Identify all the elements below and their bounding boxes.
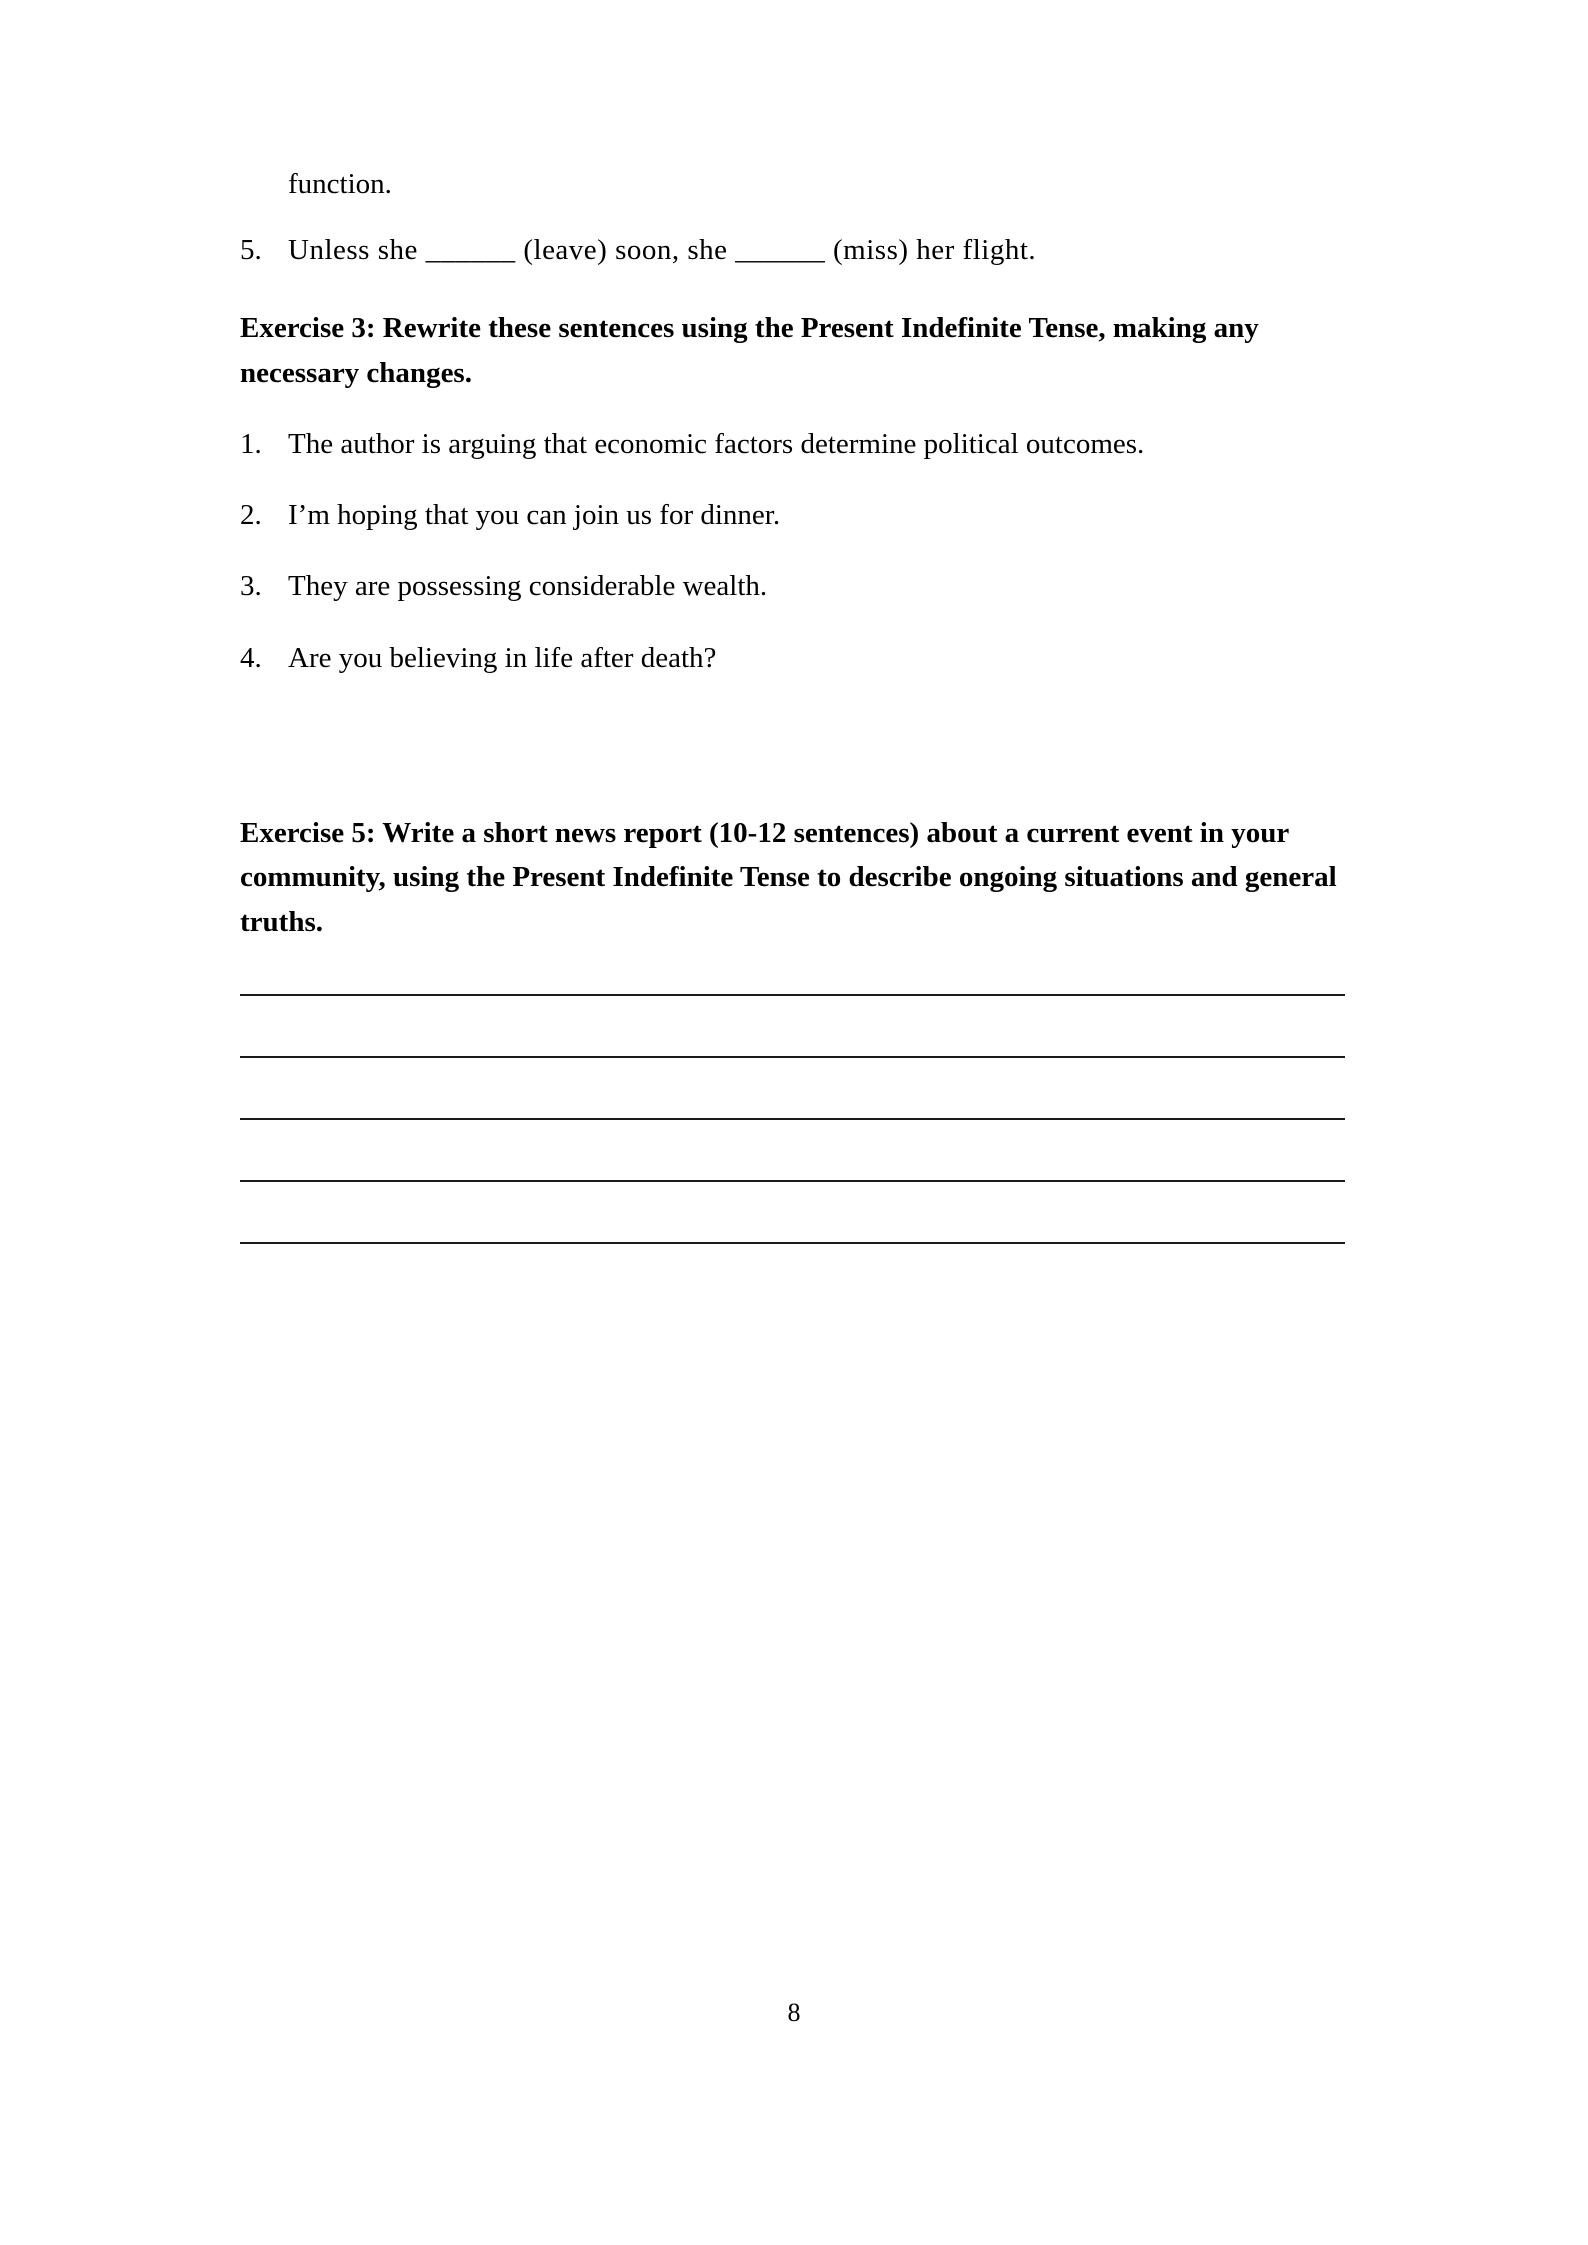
list-item-marker: 3.: [240, 570, 262, 603]
page-content: [240, 170, 1345, 1244]
list-item: [240, 235, 1345, 265]
list-item-marker: 5.: [240, 234, 262, 266]
list-item-text: The author is arguing that economic factors determine political outcomes.: [288, 427, 1145, 460]
list-item-text: I’m hoping that you can join us for dinner.: [288, 499, 781, 532]
exercise3-heading: Exercise 3: Rewrite these sentences using the Present Indefinite Tense, making any necessary changes.: [240, 312, 1266, 389]
answer-lines-group: [240, 994, 1345, 1244]
continuation-text: function.: [288, 168, 392, 200]
exercise2-remaining-list: [240, 235, 1345, 265]
list-item-marker: 1.: [240, 427, 262, 460]
list-item-marker: 4.: [240, 641, 262, 674]
list-item-marker: 2.: [240, 499, 262, 532]
answer-line[interactable]: [240, 1056, 1345, 1058]
answer-line[interactable]: [240, 1242, 1345, 1244]
list-item: [240, 571, 1345, 601]
page-number: 8: [787, 1998, 801, 2027]
exercise3-list: [240, 429, 1345, 674]
list-item-text: Unless she ______ (leave) soon, she ______ (miss) her flight.: [288, 234, 1037, 266]
list-item: [240, 500, 1345, 530]
answer-line[interactable]: [240, 994, 1345, 996]
answer-line[interactable]: [240, 1118, 1345, 1120]
section-spacer: [240, 714, 1345, 811]
answer-line[interactable]: [240, 1180, 1345, 1182]
list-item: [240, 643, 1345, 673]
list-item: [240, 429, 1345, 459]
exercise5-heading: Exercise 5: Write a short news report (10-12 sentences) about a current event in your community, using the Present Indefinite Tense to describe ongoing situations and general truths.: [240, 817, 1344, 938]
list-item-text: They are possessing considerable wealth.: [288, 570, 768, 603]
list-item-text: Are you believing in life after death?: [288, 641, 717, 674]
